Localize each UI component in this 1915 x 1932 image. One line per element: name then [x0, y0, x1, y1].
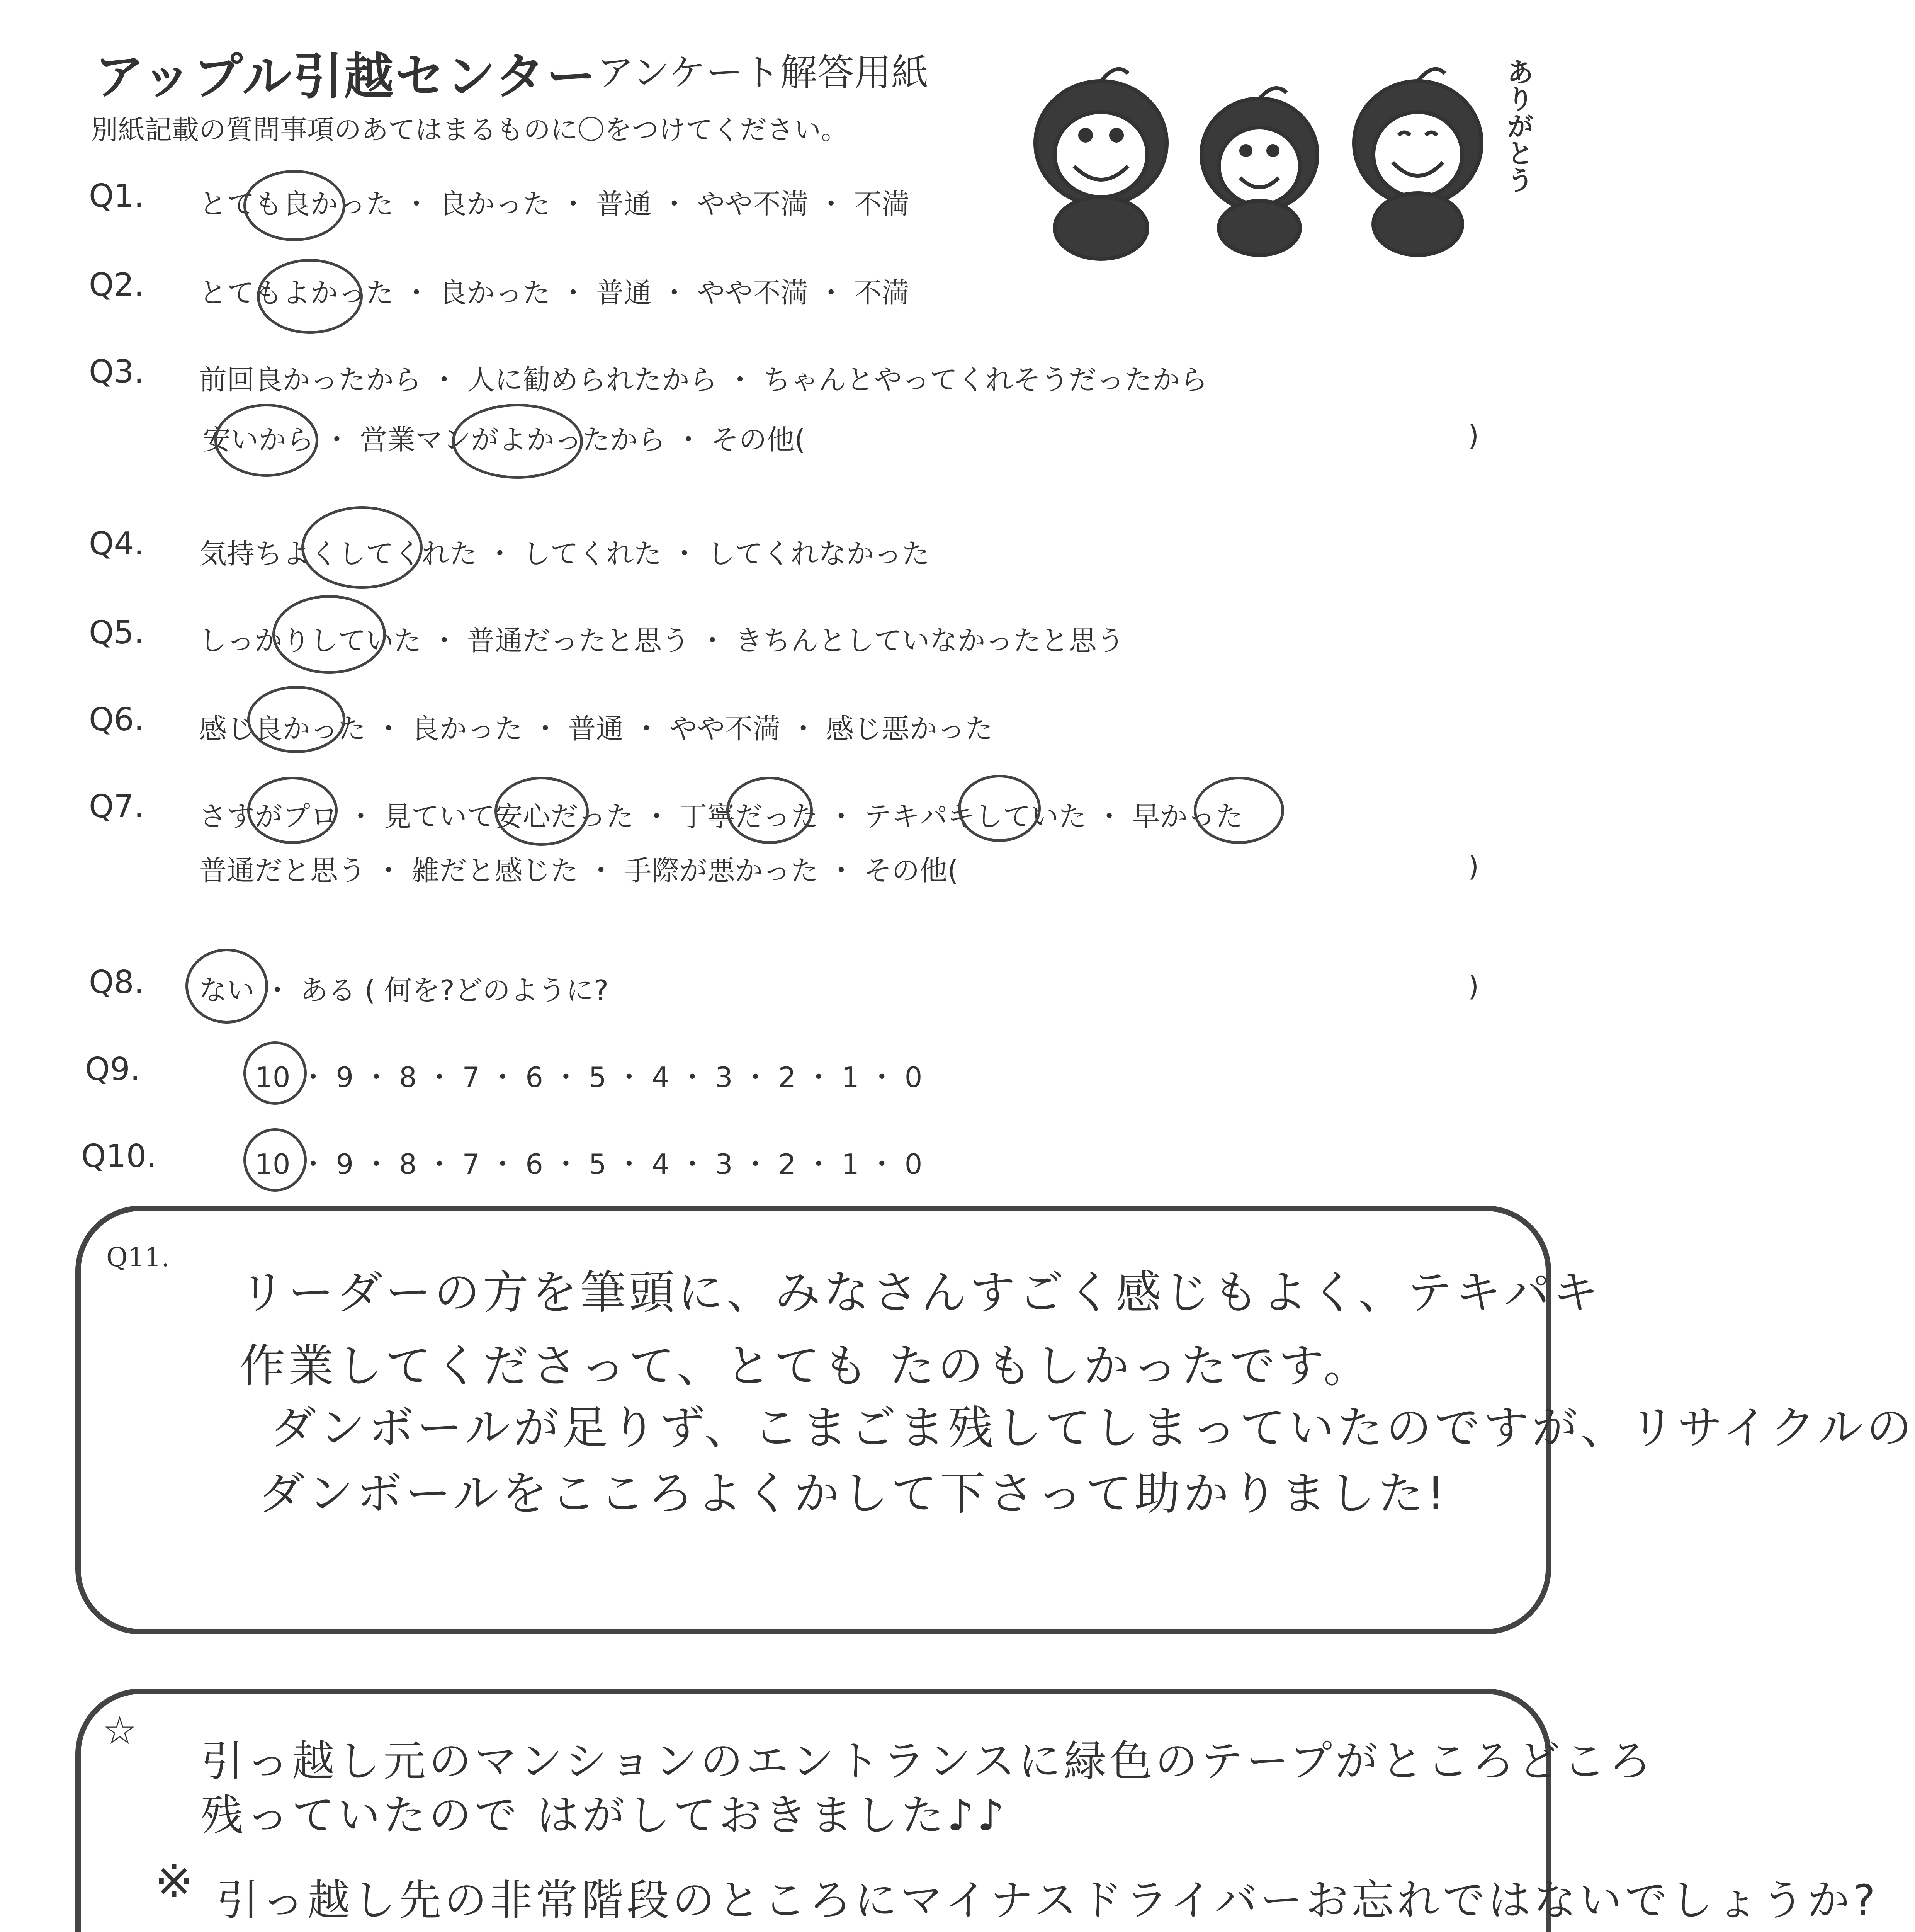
q7-selected-circle-1	[247, 777, 338, 844]
q8-selected-circle	[185, 949, 268, 1024]
q4-options: 気持ちよくしてくれた ・ してくれた ・ してくれなかった	[199, 537, 930, 570]
q6-options: 感じ良かった ・ 良かった ・ 普通 ・ やや不満 ・ 感じ悪かった	[199, 713, 993, 745]
monkey-right	[1354, 69, 1482, 255]
q6-label: Q6.	[89, 701, 144, 738]
q3-options-line2: 安いから ・ 営業マンがよかったから ・ その他(	[203, 423, 805, 456]
q8-options: ない ・ ある ( 何を?どのように?	[199, 974, 609, 1007]
q9-selected-circle	[243, 1041, 307, 1105]
mascot-caption: ありがとう	[1502, 58, 1534, 193]
q7-selected-circle-2	[494, 777, 589, 846]
reference-mark-icon: ※	[155, 1855, 194, 1908]
monkey-middle	[1201, 88, 1317, 255]
q8-label: Q8.	[89, 964, 144, 1001]
q7-selected-circle-5	[1194, 777, 1284, 844]
q11-line-3: ダンボールが足りず、こまごま残してしまっていたのですが、リサイクルの	[270, 1401, 1915, 1454]
q3-close-paren: )	[1468, 419, 1479, 452]
q10-selected-circle	[243, 1128, 307, 1192]
q5-selected-circle	[272, 595, 386, 674]
note-line-3: 引っ越し先の非常階段のところにマイナスドライバーお忘れではないでしょうか?	[216, 1876, 1879, 1925]
q7-label: Q7.	[89, 788, 144, 825]
note-line-2: 残っていたので はがしておきました♪♪	[201, 1791, 1008, 1840]
q10-label: Q10.	[81, 1138, 156, 1175]
q11-line-2: 作業してくださって、とても たのもしかったです。	[240, 1339, 1372, 1393]
monkey-mascot-illustration	[1012, 46, 1534, 247]
q7-selected-circle-3	[726, 777, 813, 844]
q11-label: Q11.	[106, 1242, 170, 1273]
q1-label: Q1.	[89, 178, 144, 214]
q7-options-line2: 普通だと思う ・ 雑だと感じた ・ 手際が悪かった ・ その他(	[199, 854, 958, 887]
q9-label: Q9.	[85, 1051, 140, 1088]
q5-options: しっかりしていた ・ 普通だったと思う ・ きちんとしていなかったと思う	[199, 624, 1125, 657]
q11-line-1: リーダーの方を筆頭に、みなさんすごく感じもよく、テキパキ	[240, 1266, 1602, 1319]
q4-label: Q4.	[89, 526, 144, 562]
q8-close-paren: )	[1468, 970, 1479, 1002]
note-line-1: 引っ越し元のマンションのエントランスに緑色のテープがところどころ	[201, 1736, 1655, 1786]
note-line-4	[216, 1924, 1244, 1932]
q4-selected-circle	[301, 506, 423, 589]
q3-selected-circle-1	[214, 404, 318, 477]
q7-options-line1: さすがプロ ・ 見ていて安心だった ・ 丁寧だった ・ テキパキしていた ・ 早かった	[199, 800, 1244, 833]
q2-label: Q2.	[89, 267, 144, 303]
q3-options-line1: 前回良かったから ・ 人に勧められたから ・ ちゃんとやってくれそうだったから	[199, 364, 1208, 396]
q7-close-paren: )	[1468, 850, 1479, 883]
q2-selected-circle	[257, 259, 363, 334]
company-name: アップル引越センター	[95, 48, 597, 105]
q9-options: 10 ・ 9 ・ 8 ・ 7 ・ 6 ・ 5 ・ 4 ・ 3 ・ 2 ・ 1 ・ 0	[255, 1061, 923, 1094]
q3-label: Q3.	[89, 354, 144, 390]
instruction-text: 別紙記載の質問事項のあてはまるものに〇をつけてください。	[91, 114, 848, 146]
q6-selected-circle	[247, 686, 345, 753]
form-title: アンケート解答用紙	[597, 51, 929, 94]
q1-selected-circle	[243, 170, 345, 241]
q11-line-4: ダンボールをこころよくかして下さって助かりました!	[259, 1467, 1448, 1520]
monkey-left	[1035, 69, 1167, 259]
q2-options: とてもよかった ・ 良かった ・ 普通 ・ やや不満 ・ 不満	[199, 277, 910, 309]
q7-selected-circle-4	[958, 775, 1041, 842]
q1-options: とても良かった ・ 良かった ・ 普通 ・ やや不満 ・ 不満	[199, 188, 910, 220]
star-icon: ☆	[102, 1708, 137, 1753]
q3-selected-circle-2	[452, 404, 583, 479]
q10-options: 10 ・ 9 ・ 8 ・ 7 ・ 6 ・ 5 ・ 4 ・ 3 ・ 2 ・ 1 ・ 0	[255, 1148, 923, 1180]
q5-label: Q5.	[89, 614, 144, 651]
